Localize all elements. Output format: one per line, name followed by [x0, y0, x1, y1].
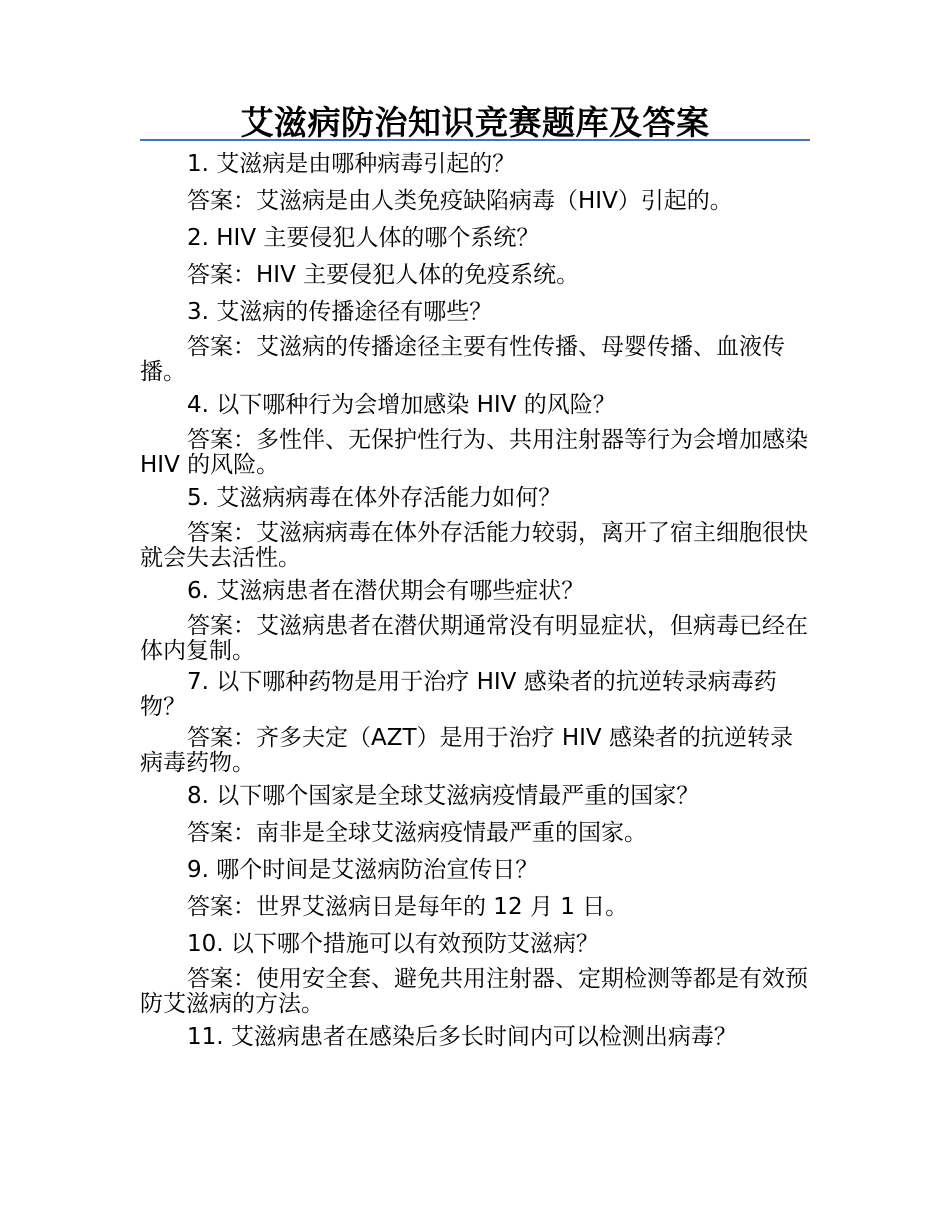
title-area — [140, 104, 810, 142]
answer-1: 答案：艾滋病是由人类免疫缺陷病毒（HIV）引起的。 — [187, 188, 733, 214]
answer-7: 答案：齐多夫定（AZT）是用于治疗 HIV 感染者的抗逆转录病毒药物。 — [140, 725, 793, 776]
question-3: 3. 艾滋病的传播途径有哪些？ — [187, 299, 493, 325]
title-underline — [140, 139, 810, 141]
answer-2: 答案：HIV 主要侵犯人体的免疫系统。 — [187, 262, 580, 288]
document-body — [140, 150, 810, 1060]
answer-6: 答案：艾滋病患者在潜伏期通常没有明显症状，但病毒已经在体内复制。 — [140, 613, 808, 664]
question-6: 6. 艾滋病患者在潜伏期会有哪些症状？ — [187, 578, 585, 604]
answer-3: 答案：艾滋病的传播途径主要有性传播、母婴传播、血液传播。 — [140, 334, 785, 385]
answer-9: 答案：世界艾滋病日是每年的 12 月 1 日。 — [187, 894, 629, 920]
document-title: 艾滋病防治知识竞赛题库及答案 — [240, 103, 710, 142]
question-1: 1. 艾滋病是由哪种病毒引起的？ — [187, 151, 516, 177]
question-4: 4. 以下哪种行为会增加感染 HIV 的风险？ — [187, 392, 616, 418]
question-5: 5. 艾滋病病毒在体外存活能力如何？ — [187, 485, 562, 511]
answer-4: 答案：多性伴、无保护性行为、共用注射器等行为会增加感染 HIV 的风险。 — [140, 427, 808, 478]
question-8: 8. 以下哪个国家是全球艾滋病疫情最严重的国家？ — [187, 783, 700, 809]
question-9: 9. 哪个时间是艾滋病防治宣传日？ — [187, 857, 539, 883]
answer-5: 答案：艾滋病病毒在体外存活能力较弱，离开了宿主细胞很快就会失去活性。 — [140, 520, 808, 571]
answer-10: 答案：使用安全套、避免共用注射器、定期检测等都是有效预防艾滋病的方法。 — [140, 966, 808, 1017]
question-11: 11. 艾滋病患者在感染后多长时间内可以检测出病毒？ — [187, 1024, 737, 1050]
answer-8: 答案：南非是全球艾滋病疫情最严重的国家。 — [187, 820, 647, 846]
question-2: 2. HIV 主要侵犯人体的哪个系统？ — [187, 225, 540, 251]
question-10: 10. 以下哪个措施可以有效预防艾滋病？ — [187, 931, 599, 957]
question-7: 7. 以下哪种药物是用于治疗 HIV 感染者的抗逆转录病毒药物？ — [140, 669, 777, 720]
